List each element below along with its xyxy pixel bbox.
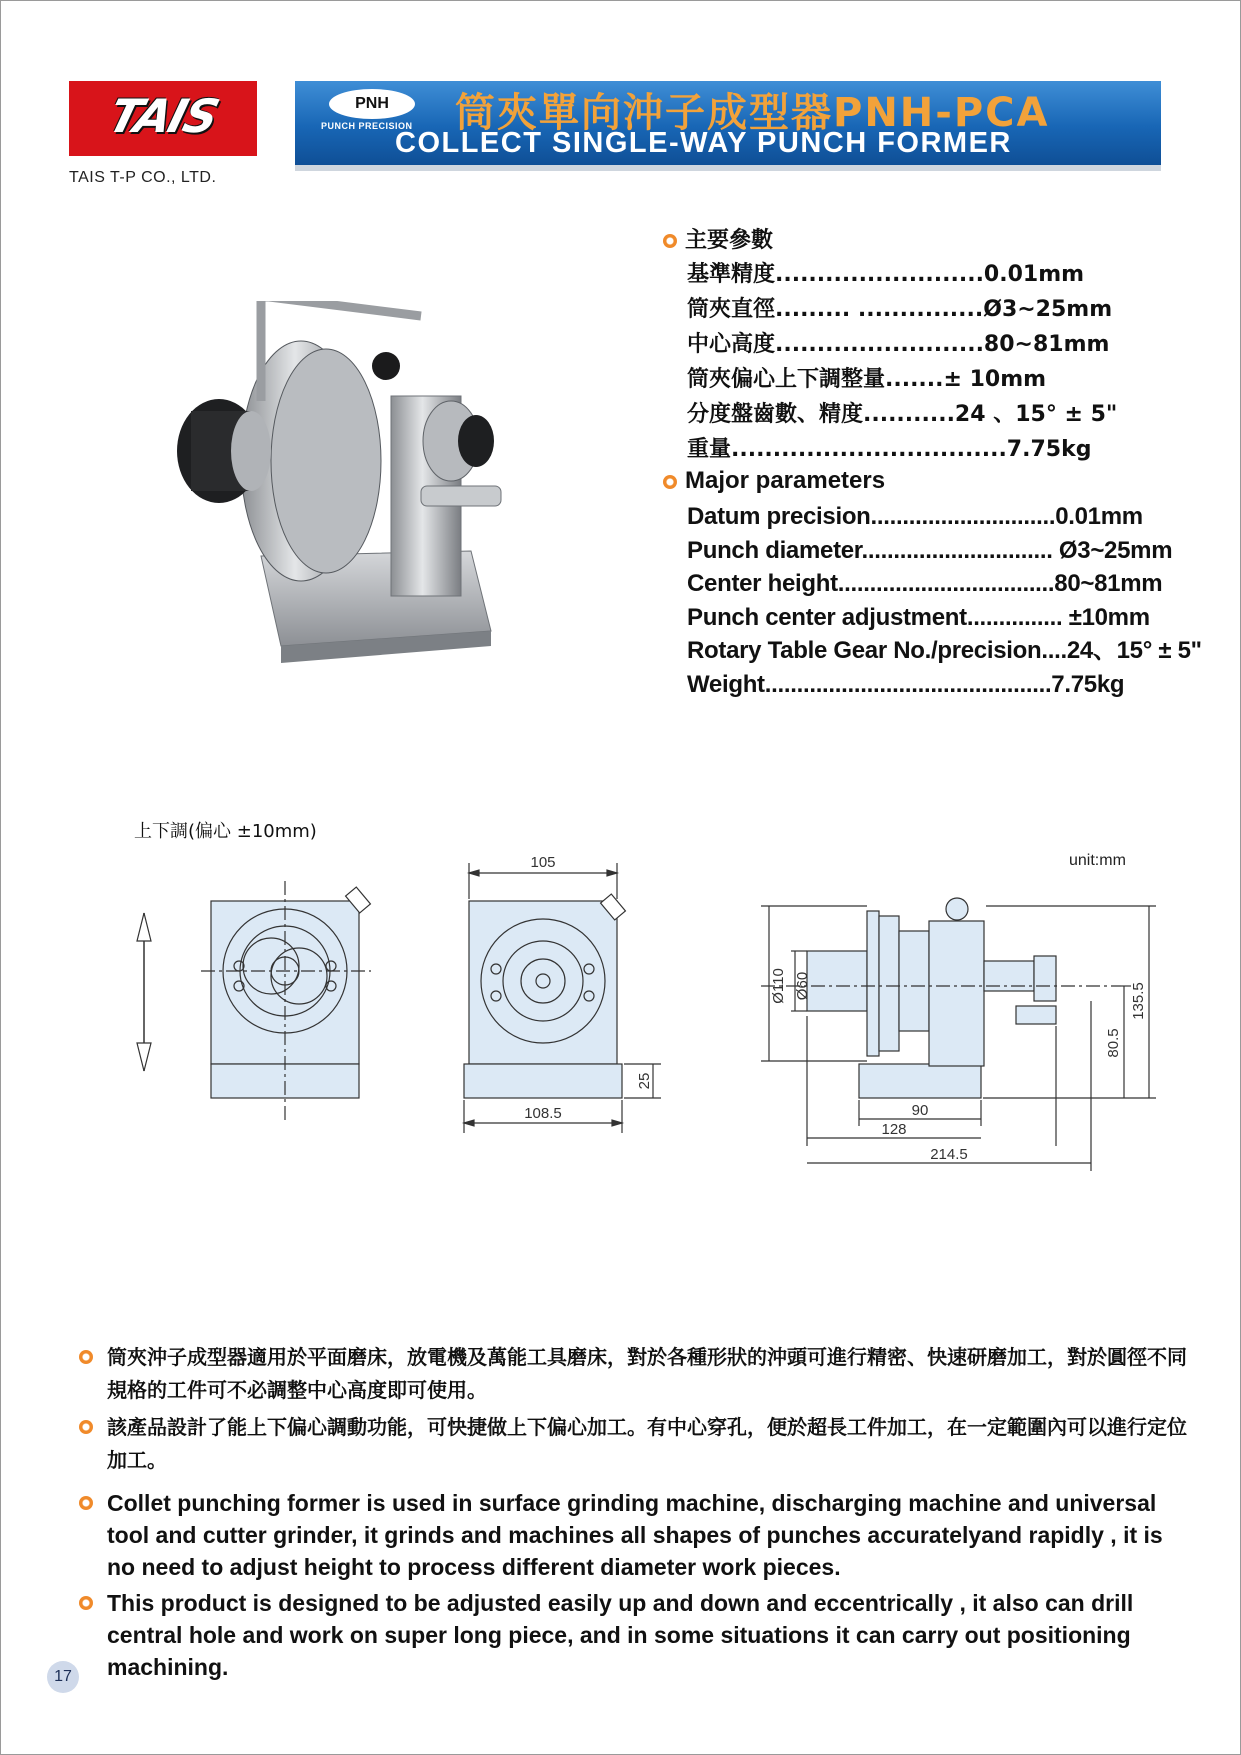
- dim-105: 105: [530, 854, 556, 871]
- logo-text: TAIS: [102, 89, 224, 143]
- brand-badge: PNH: [329, 89, 415, 119]
- spec-cn-line: 筒夾偏心上下調整量.......± 10mm: [687, 367, 1047, 392]
- brand-subtitle: PUNCH PRECISION: [321, 121, 413, 131]
- front-view-adjust: [137, 881, 371, 1121]
- bullet-icon: [79, 1350, 93, 1364]
- front-view: [464, 863, 661, 1133]
- bullet-icon: [79, 1596, 93, 1610]
- technical-drawings: [1, 821, 1241, 1181]
- bullet-icon: [79, 1496, 93, 1510]
- specs-cn-heading: [663, 223, 773, 254]
- spec-cn-line: 分度盤齒數、精度...........24 、15° ± 5": [687, 402, 1118, 427]
- dim-128: 128: [881, 1121, 907, 1138]
- spec-cn-line: 基準精度.........................0.01mm: [687, 262, 1085, 287]
- specs-cn-list: [687, 257, 1117, 467]
- spec-cn-line: 中心高度.........................80~81mm: [687, 332, 1110, 357]
- spec-en-line: Weight.............................................7.75kg: [687, 670, 1125, 698]
- title-english: COLLECT SINGLE-WAY PUNCH FORMER: [395, 127, 1012, 159]
- spec-cn-line: 筒夾直徑......... ...............Ø3~25mm: [687, 297, 1113, 322]
- dim-135-5: 135.5: [1130, 982, 1147, 1020]
- specs-en-heading-text: Major parameters: [685, 467, 886, 494]
- spec-en-line: Punch diameter.............................. Ø3~25mm: [687, 536, 1173, 564]
- unit-label: unit:mm: [1069, 852, 1126, 869]
- title-banner: [295, 81, 1161, 171]
- specs-en-heading: [663, 467, 885, 495]
- spec-en-line: Center height..................................80~81mm: [687, 570, 1163, 597]
- title-chinese: 筒夾單向沖子成型器PNH-PCA: [455, 90, 1050, 136]
- product-photo: [151, 301, 571, 691]
- dim-214-5: 214.5: [930, 1146, 968, 1163]
- dim-90: 90: [911, 1102, 929, 1119]
- description-item: [79, 1587, 1189, 1683]
- adjust-label: 上下調(偏心 ±10mm): [134, 821, 317, 842]
- spec-en-line: Punch center adjustment............... ±10mm: [687, 603, 1150, 631]
- description-text: 筒夾沖子成型器適用於平面磨床，放電機及萬能工具磨床，對於各種形狀的沖頭可進行精密、快速研磨加工，對於圓徑不同規格的工件可不必調整中心高度即可使用。: [107, 1345, 1187, 1402]
- bullet-icon: [79, 1420, 93, 1434]
- description-item: [79, 1487, 1189, 1583]
- description-item: [79, 1411, 1189, 1477]
- dim-80-5: 80.5: [1105, 1028, 1122, 1058]
- bullet-icon: [663, 234, 677, 248]
- description-text: Collet punching former is used in surface grinding machine, discharging machine and universal tool and cutter grinder, it grinds and machines all shapes of punches accuratelyand rapidly , it is no need to adjust height to process different diameter work pieces.: [107, 1490, 1163, 1580]
- dim-dia-110: Ø110: [770, 968, 787, 1004]
- page-number: 17: [47, 1661, 79, 1693]
- description-text: This product is designed to be adjusted easily up and down and eccentrically , it also can drill central hole and work on super long piece, and in some situations it can carry out positioning machining.: [107, 1590, 1134, 1680]
- description-english: [79, 1487, 1189, 1687]
- specs-cn-heading-text: 主要參數: [685, 228, 774, 253]
- specs-en-list: [687, 500, 1202, 701]
- description-text: 該產品設計了能上下偏心調動功能，可快捷做上下偏心加工。有中心穿孔，便於超長工件加工，在一定範圍內可以進行定位加工。: [107, 1415, 1187, 1472]
- description-item: [79, 1341, 1189, 1407]
- description-chinese: [79, 1341, 1189, 1481]
- dim-dia-60: Ø60: [794, 971, 811, 1001]
- dim-25: 25: [636, 1072, 653, 1090]
- bullet-icon: [663, 475, 677, 489]
- dim-108-5: 108.5: [524, 1105, 562, 1122]
- company-logo: [69, 81, 257, 156]
- side-view: [761, 898, 1156, 1171]
- company-name: TAIS T-P CO., LTD.: [69, 169, 217, 186]
- spec-en-line: Datum precision.............................0.01mm: [687, 503, 1143, 530]
- spec-en-line: Rotary Table Gear No./precision....24、15° ± 5": [687, 637, 1202, 664]
- spec-cn-line: 重量.................................7.75kg: [687, 437, 1092, 462]
